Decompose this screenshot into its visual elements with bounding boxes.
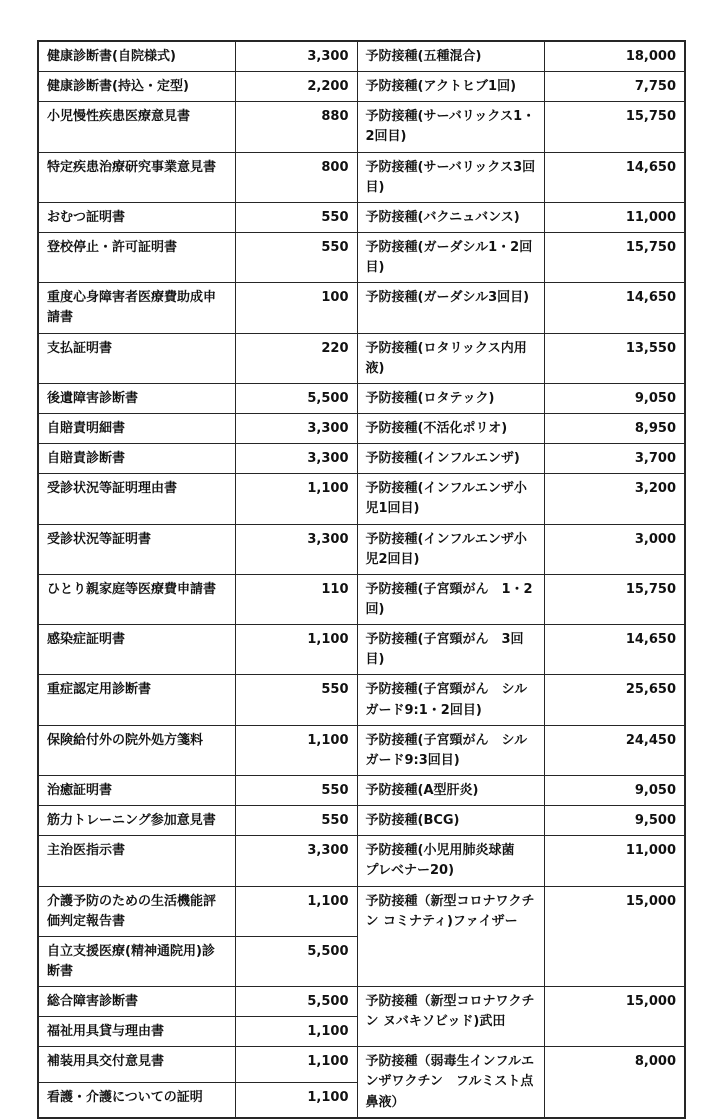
document-fee-cell: 550 — [235, 675, 357, 725]
document-fee-cell: 5,500 — [235, 936, 357, 986]
vaccine-name-cell: 予防接種(小児用肺炎球菌 プレベナー20) — [357, 836, 544, 886]
table-row — [38, 987, 685, 1017]
vaccine-name-cell: 予防接種（弱毒生インフルエンザワクチン フルミスト点鼻液） — [357, 1047, 544, 1118]
vaccine-name-cell: 予防接種(アクトヒブ1回) — [357, 72, 544, 102]
vaccine-fee-cell: 24,450 — [544, 725, 685, 775]
vaccine-fee-cell: 14,650 — [544, 152, 685, 202]
vaccine-name-cell: 予防接種(ガーダシル3回目) — [357, 283, 544, 333]
vaccine-fee-cell: 14,650 — [544, 625, 685, 675]
vaccine-fee-cell: 3,000 — [544, 524, 685, 574]
document-fee-cell: 1,100 — [235, 725, 357, 775]
table-row — [38, 625, 685, 675]
table-row — [38, 775, 685, 805]
vaccine-name-cell: 予防接種(ガーダシル1・2回目) — [357, 232, 544, 282]
vaccine-name-cell: 予防接種（新型コロナワクチン ヌバキソビッド)武田 — [357, 987, 544, 1047]
vaccine-fee-cell: 15,750 — [544, 232, 685, 282]
document-fee-cell: 1,100 — [235, 1082, 357, 1118]
document-name-cell: 小児慢性疾患医療意見書 — [38, 102, 235, 152]
document-name-cell: 健康診断書(自院様式) — [38, 41, 235, 72]
document-name-cell: 自賠責明細書 — [38, 413, 235, 443]
document-fee-cell: 550 — [235, 232, 357, 282]
document-fee-cell: 1,100 — [235, 1047, 357, 1082]
vaccine-fee-cell: 3,200 — [544, 474, 685, 524]
vaccine-fee-cell: 8,950 — [544, 413, 685, 443]
vaccine-name-cell: 予防接種(インフルエンザ小児1回目) — [357, 474, 544, 524]
table-row — [38, 524, 685, 574]
fee-table — [37, 40, 686, 1119]
document-name-cell: おむつ証明書 — [38, 202, 235, 232]
document-fee-cell: 5,500 — [235, 383, 357, 413]
document-fee-cell: 3,300 — [235, 413, 357, 443]
document-fee-cell: 1,100 — [235, 625, 357, 675]
document-fee-cell: 880 — [235, 102, 357, 152]
document-fee-cell: 100 — [235, 283, 357, 333]
document-fee-cell: 550 — [235, 806, 357, 836]
document-name-cell: 福祉用具貸与理由書 — [38, 1017, 235, 1047]
vaccine-fee-cell: 25,650 — [544, 675, 685, 725]
vaccine-name-cell: 予防接種(ロタテック) — [357, 383, 544, 413]
document-name-cell: 特定疾患治療研究事業意見書 — [38, 152, 235, 202]
table-row — [38, 383, 685, 413]
document-name-cell: 支払証明書 — [38, 333, 235, 383]
document-name-cell: 補装用具交付意見書 — [38, 1047, 235, 1082]
document-name-cell: 自賠責診断書 — [38, 444, 235, 474]
document-fee-cell: 220 — [235, 333, 357, 383]
vaccine-fee-cell: 11,000 — [544, 202, 685, 232]
vaccine-name-cell: 予防接種（新型コロナワクチン コミナティ)ファイザー — [357, 886, 544, 987]
document-fee-cell: 110 — [235, 574, 357, 624]
document-fee-cell: 1,100 — [235, 474, 357, 524]
table-row — [38, 444, 685, 474]
document-name-cell: 登校停止・許可証明書 — [38, 232, 235, 282]
document-name-cell: 重症認定用診断書 — [38, 675, 235, 725]
vaccine-name-cell: 予防接種(ロタリックス内用液) — [357, 333, 544, 383]
vaccine-fee-cell: 8,000 — [544, 1047, 685, 1118]
table-row — [38, 72, 685, 102]
table-row — [38, 725, 685, 775]
document-name-cell: 主治医指示書 — [38, 836, 235, 886]
vaccine-fee-cell: 9,050 — [544, 383, 685, 413]
table-row — [38, 474, 685, 524]
vaccine-fee-cell: 15,750 — [544, 574, 685, 624]
vaccine-name-cell: 予防接種(子宮頸がん シルガード9:3回目) — [357, 725, 544, 775]
vaccine-name-cell: 予防接種(A型肝炎) — [357, 775, 544, 805]
table-row — [38, 283, 685, 333]
table-row — [38, 574, 685, 624]
document-name-cell: 自立支援医療(精神通院用)診断書 — [38, 936, 235, 986]
document-fee-cell: 550 — [235, 202, 357, 232]
document-name-cell: 看護・介護についての証明 — [38, 1082, 235, 1118]
vaccine-name-cell: 予防接種(五種混合) — [357, 41, 544, 72]
document-fee-cell: 3,300 — [235, 524, 357, 574]
document-fee-cell: 1,100 — [235, 886, 357, 936]
vaccine-name-cell: 予防接種(インフルエンザ小児2回目) — [357, 524, 544, 574]
vaccine-name-cell: 予防接種(BCG) — [357, 806, 544, 836]
vaccine-fee-cell: 9,500 — [544, 806, 685, 836]
vaccine-fee-cell: 15,000 — [544, 987, 685, 1047]
vaccine-fee-cell: 7,750 — [544, 72, 685, 102]
vaccine-name-cell: 予防接種(子宮頸がん 1・2回) — [357, 574, 544, 624]
table-row — [38, 232, 685, 282]
document-name-cell: 筋力トレーニング参加意見書 — [38, 806, 235, 836]
table-row — [38, 41, 685, 72]
document-name-cell: 受診状況等証明書 — [38, 524, 235, 574]
vaccine-fee-cell: 15,750 — [544, 102, 685, 152]
vaccine-fee-cell: 15,000 — [544, 886, 685, 987]
vaccine-fee-cell: 3,700 — [544, 444, 685, 474]
table-row — [38, 886, 685, 936]
document-fee-cell: 3,300 — [235, 41, 357, 72]
vaccine-name-cell: 予防接種(インフルエンザ) — [357, 444, 544, 474]
vaccine-name-cell: 予防接種(不活化ポリオ) — [357, 413, 544, 443]
document-fee-cell: 800 — [235, 152, 357, 202]
vaccine-fee-cell: 11,000 — [544, 836, 685, 886]
document-fee-cell: 2,200 — [235, 72, 357, 102]
vaccine-name-cell: 予防接種(子宮頸がん 3回目) — [357, 625, 544, 675]
document-name-cell: 感染症証明書 — [38, 625, 235, 675]
document-name-cell: 総合障害診断書 — [38, 987, 235, 1017]
document-name-cell: 治癒証明書 — [38, 775, 235, 805]
document-name-cell: 重度心身障害者医療費助成申請書 — [38, 283, 235, 333]
vaccine-name-cell: 予防接種(子宮頸がん シルガード9:1・2回目) — [357, 675, 544, 725]
vaccine-fee-cell: 18,000 — [544, 41, 685, 72]
document-fee-cell: 3,300 — [235, 444, 357, 474]
document-name-cell: 保険給付外の院外処方箋料 — [38, 725, 235, 775]
vaccine-name-cell: 予防接種(サーバリックス1・2回目) — [357, 102, 544, 152]
document-fee-cell: 5,500 — [235, 987, 357, 1017]
document-name-cell: ひとり親家庭等医療費申請書 — [38, 574, 235, 624]
document-fee-cell: 3,300 — [235, 836, 357, 886]
table-row — [38, 675, 685, 725]
document-name-cell: 介護予防のための生活機能評価判定報告書 — [38, 886, 235, 936]
document-name-cell: 健康診断書(持込・定型) — [38, 72, 235, 102]
vaccine-name-cell: 予防接種(バクニュバンス) — [357, 202, 544, 232]
table-row — [38, 202, 685, 232]
table-row — [38, 1047, 685, 1082]
vaccine-fee-cell: 14,650 — [544, 283, 685, 333]
document-name-cell: 後遺障害診断書 — [38, 383, 235, 413]
table-row — [38, 152, 685, 202]
document-fee-cell: 1,100 — [235, 1017, 357, 1047]
table-row — [38, 836, 685, 886]
table-row — [38, 806, 685, 836]
vaccine-fee-cell: 9,050 — [544, 775, 685, 805]
document-fee-cell: 550 — [235, 775, 357, 805]
table-row — [38, 413, 685, 443]
table-row — [38, 333, 685, 383]
table-row — [38, 102, 685, 152]
vaccine-fee-cell: 13,550 — [544, 333, 685, 383]
vaccine-name-cell: 予防接種(サーバリックス3回目) — [357, 152, 544, 202]
document-name-cell: 受診状況等証明理由書 — [38, 474, 235, 524]
